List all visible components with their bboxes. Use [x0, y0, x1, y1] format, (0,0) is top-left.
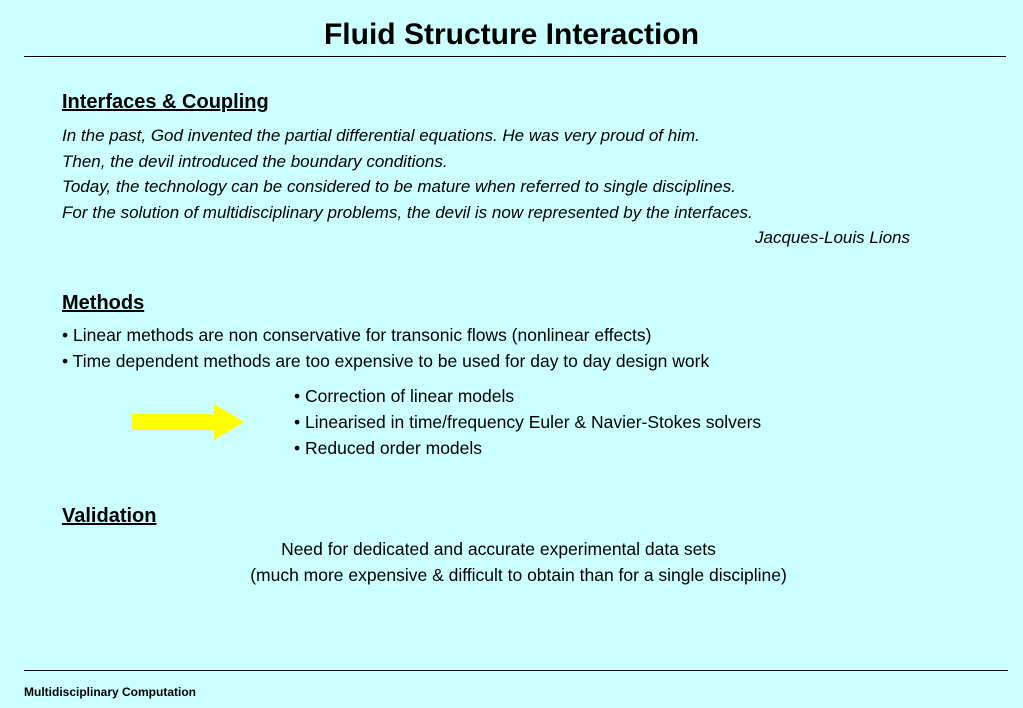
quote-line: In the past, God invented the partial differential equations. He was very proud of him. [62, 126, 700, 145]
solutions-list [294, 383, 761, 461]
slide-title: Fluid Structure Interaction [323, 18, 700, 51]
solution-item: • Linearised in time/frequency Euler & Navier-Stokes solvers [294, 412, 762, 432]
validation-line: Need for dedicated and accurate experimental data sets [281, 539, 716, 559]
right-arrow-icon [132, 404, 244, 440]
method-bullet: • Linear methods are non conservative for transonic flows (nonlinear effects) [62, 325, 652, 345]
validation-line: (much more expensive & difficult to obtain than for a single discipline) [250, 565, 787, 585]
lions-quote [62, 123, 753, 225]
methods-bullets [62, 323, 709, 374]
solution-item: • Reduced order models [294, 438, 483, 458]
quote-line: Then, the devil introduced the boundary conditions. [62, 151, 448, 171]
interfaces-heading: Interfaces & Coupling [62, 91, 269, 113]
methods-heading: Methods [62, 292, 145, 314]
validation-heading: Validation [62, 505, 157, 527]
quote-line: Today, the technology can be considered to be mature when referred to single disciplines. [62, 177, 736, 196]
solution-item: • Correction of linear models [294, 386, 515, 406]
method-bullet: • Time dependent methods are too expensive to be used for day to day design work [62, 350, 710, 371]
top-divider [24, 56, 1006, 57]
quote-line: For the solution of multidisciplinary problems, the devil is now represented by the interfaces. [62, 202, 753, 222]
footer-label: Multidisciplinary Computation [24, 685, 197, 699]
bottom-divider [24, 670, 1008, 671]
quote-author: Jacques-Louis Lions [755, 228, 910, 247]
validation-text [0, 536, 1023, 588]
